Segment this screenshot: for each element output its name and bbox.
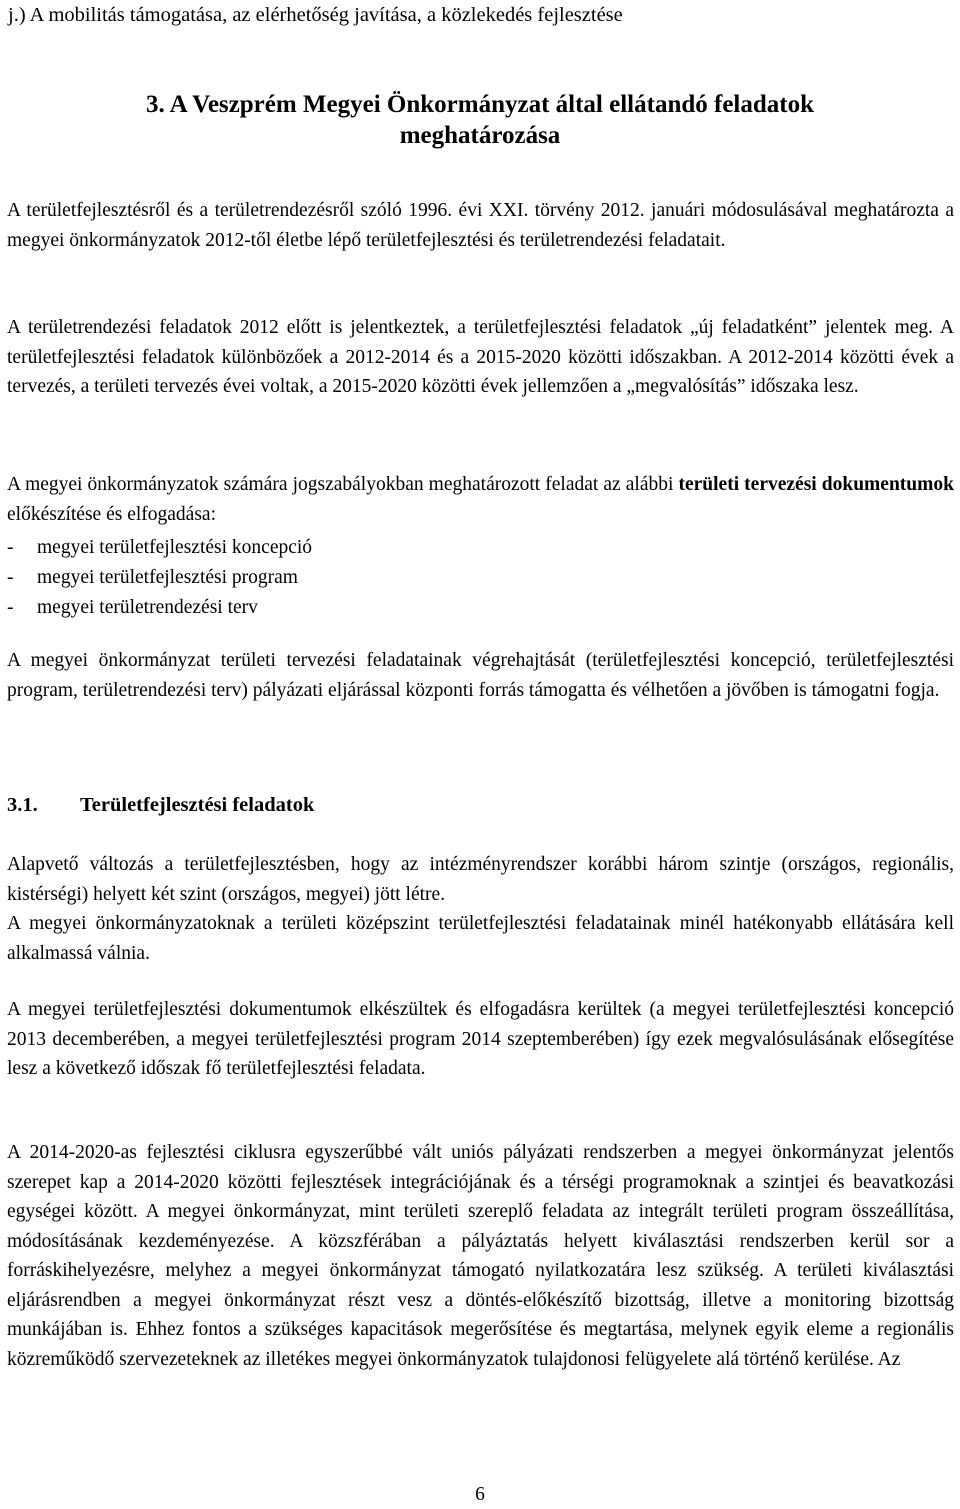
list-item-text: megyei területfejlesztési koncepció bbox=[37, 537, 313, 558]
list-item bbox=[7, 533, 312, 563]
list-dash: - bbox=[7, 537, 14, 558]
list-item-text: megyei területrendezési terv bbox=[37, 597, 258, 618]
paragraph-funding: A megyei önkormányzat területi tervezési feladatainak végrehajtását (területfejlesztési koncepció, területfejlesztési program, területrendezési terv) pályázati eljárással központi forrás támogatta és vélhetően a jövőben is támogatni fogja. bbox=[7, 650, 954, 701]
paragraph-county-capacity: A megyei önkormányzatoknak a területi középszint területfejlesztési feladatainak minél hatékonyabb ellátására kell alkalmassá válnia. bbox=[7, 913, 954, 964]
paragraph-development-cycle: A 2014-2020-as fejlesztési ciklusra egyszerűbbé vált uniós pályázati rendszerben a megyei önkormányzat jelentős szerepet kap a 2014-2020 közötti fejlesztések integrációjának és a térségi programoknak a szintjei és beavatkozási egységei között. A megyei önkormányzat, mint területi szereplő feladata az integrált területi program összeállítása, módosításának kezdeményezése. A közszférában a pályáztatás helyett kiválasztási rendszerben kerül sor a forráskihelyezésre, melyhez a megyei önkormányzat támogató nyilatkozatára lesz szükség. A területi kiválasztási eljárásrendben a megyei önkormányzat részt vesz a döntés-előkészítő bizottság, illetve a monitoring bizottság munkájában is. Ehhez fontos a szükséges kapacitások megerősítése és megtartása, melynek egyik eleme a regionális közreműködő szervezeteknek az illetékes megyei önkormányzatok tulajdonosi felügyelete alá történő kerülése. Az bbox=[7, 1142, 954, 1370]
list-item-text: megyei területfejlesztési program bbox=[37, 567, 298, 588]
list-dash: - bbox=[7, 567, 14, 588]
list-item bbox=[7, 563, 312, 593]
paragraph-planning-documents-text-1: A megyei önkormányzatok számára jogszabályokban meghatározott feladat az alábbi bbox=[7, 474, 679, 495]
chapter-heading-line-1: 3. A Veszprém Megyei Önkormányzat által ellátandó feladatok bbox=[145, 91, 815, 118]
list-dash: - bbox=[7, 597, 14, 618]
page-number: 6 bbox=[475, 1484, 485, 1505]
chapter-heading-line-2: meghatározása bbox=[399, 122, 561, 149]
list-item bbox=[7, 593, 312, 623]
section-title: Területfejlesztési feladatok bbox=[80, 794, 315, 816]
planning-documents-list bbox=[7, 533, 312, 623]
previous-list-item: j.) A mobilitás támogatása, az elérhetőség javítása, a közlekedés fejlesztése bbox=[8, 4, 623, 26]
paragraph-documents-adopted: A megyei területfejlesztési dokumentumok elkészültek és elfogadásra kerültek (a megyei területfejlesztési koncepció 2013 decemberében, a megyei területfejlesztési program 2014 szeptemberében) így ezek megvalósulásának elősegítése lesz a következő időszak fő területfejlesztési feladata. bbox=[7, 999, 954, 1079]
paragraph-planning-documents bbox=[7, 470, 954, 529]
paragraph-basic-change: Alapvető változás a területfejlesztésben, hogy az intézményrendszer korábbi három szintje (országos, regionális, kistérségi) helyett két szint (országos, megyei) jött létre. bbox=[7, 854, 954, 905]
chapter-heading bbox=[0, 89, 960, 151]
paragraph-tasks-periods: A területrendezési feladatok 2012 előtt is jelentkeztek, a területfejlesztési feladatok „új feladatként” jelentek meg. A területfejlesztési feladatok különbözőek a 2012-2014 és a 2015-2020 közötti időszakban. A 2012-2014 közötti évek a tervezés, a területi tervezés évei voltak, a 2015-2020 közötti évek jellemzően a „megvalósítás” időszaka lesz. bbox=[7, 317, 954, 397]
paragraph-planning-documents-text-2: előkészítése és elfogadása: bbox=[7, 503, 216, 525]
paragraph-planning-documents-bold: területi tervezési dokumentumok bbox=[678, 474, 954, 495]
paragraph-law-intro: A területfejlesztésről és a területrendezésről szóló 1996. évi XXI. törvény 2012. januári módosulásával meghatározta a megyei önkormányzatok 2012-től életbe lépő területfejlesztési és területrendezési feladatait. bbox=[7, 200, 954, 251]
section-number: 3.1. bbox=[7, 794, 38, 816]
section-heading bbox=[7, 794, 314, 817]
